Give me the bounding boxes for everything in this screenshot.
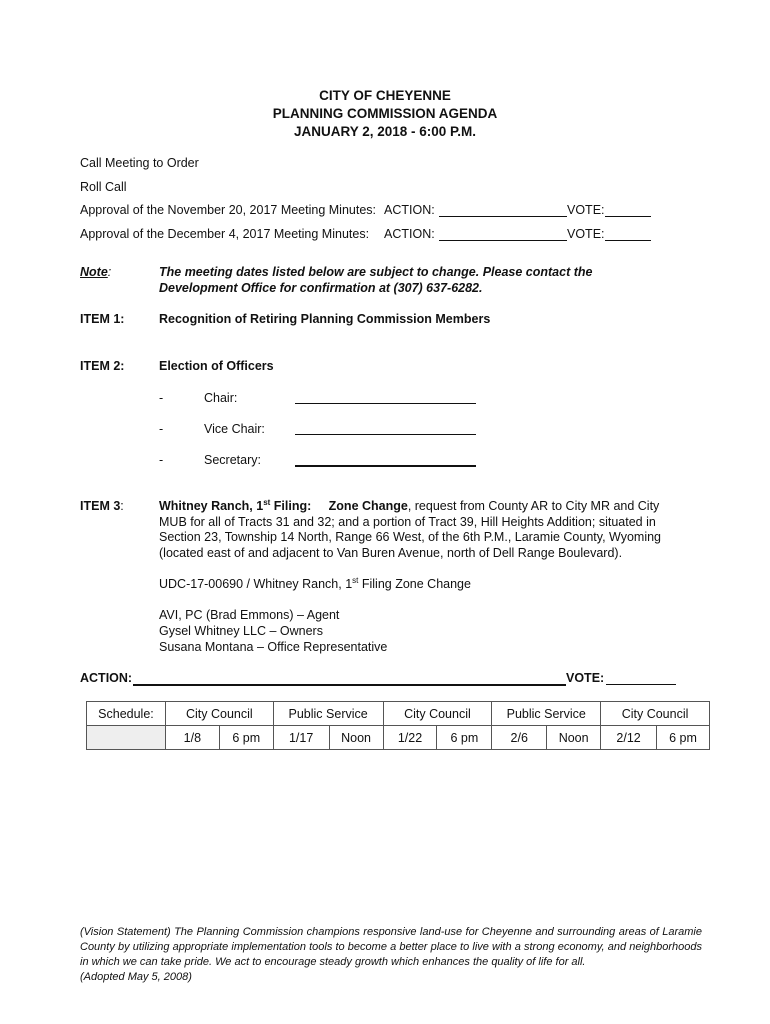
item2-label: ITEM 2:: [80, 359, 125, 373]
schedule-empty-cell: [87, 726, 166, 750]
approval-dec-vote-label: VOTE:: [567, 227, 605, 241]
item3-udc-reference: [159, 577, 471, 591]
note-line-2: Development Office for confirmation at (307) 637-6282.: [159, 281, 483, 295]
item3-udc-sup: st: [352, 575, 359, 585]
roll-call: Roll Call: [80, 180, 127, 194]
schedule-header-cell: City Council: [601, 702, 710, 726]
item3-contact-agent: AVI, PC (Brad Emmons) – Agent: [159, 608, 340, 622]
officer-secretary-line: [295, 465, 476, 467]
item3-colon: :: [120, 499, 124, 513]
schedule-header-cell: City Council: [383, 702, 492, 726]
action-line: [133, 684, 566, 686]
schedule-header-cell: City Council: [165, 702, 273, 726]
officer-vice-chair-label: Vice Chair:: [204, 422, 265, 436]
schedule-time-cell: 6 pm: [219, 726, 273, 750]
item3-udc-a: UDC-17-00690 / Whitney Ranch, 1: [159, 577, 353, 591]
schedule-time-cell: 6 pm: [437, 726, 492, 750]
officer-vice-chair-line: [295, 434, 476, 435]
approval-nov-vote-label: VOTE:: [567, 203, 605, 217]
item3-contact-office-rep: Susana Montana – Office Representative: [159, 640, 388, 654]
officer-chair-line: [295, 403, 476, 404]
action-label: ACTION:: [80, 671, 133, 685]
note-line-1: The meeting dates listed below are subject to change. Please contact the: [159, 265, 593, 279]
agenda-commission-title: PLANNING COMMISSION AGENDA: [272, 106, 498, 121]
approval-dec-minutes: Approval of the December 4, 2017 Meeting Minutes:: [80, 227, 370, 241]
item3-contact-owners: Gysel Whitney LLC – Owners: [159, 624, 323, 638]
agenda-city-title: CITY OF CHEYENNE: [319, 88, 451, 103]
schedule-table: [86, 701, 710, 750]
note-label-wrap: [80, 265, 111, 279]
approval-dec-vote-line: [605, 240, 651, 241]
item3-title-sup: st: [263, 497, 271, 507]
schedule-time-cell: 6 pm: [657, 726, 710, 750]
note-colon: :: [107, 265, 112, 279]
approval-nov-vote-line: [605, 216, 651, 217]
item3-title-b: Filing:: [270, 499, 312, 513]
schedule-date-cell: 1/17: [273, 726, 329, 750]
officer-dash: -: [159, 422, 164, 436]
officer-dash: -: [159, 453, 164, 467]
item1-label: ITEM 1:: [80, 312, 125, 326]
vision-statement: [80, 925, 702, 985]
vision-adopted-date: (Adopted May 5, 2008): [80, 971, 192, 983]
item3-title-a: Whitney Ranch, 1: [159, 499, 264, 513]
approval-dec-action-line: [439, 240, 567, 241]
schedule-header-cell: Public Service: [492, 702, 601, 726]
approval-nov-minutes: Approval of the November 20, 2017 Meeting Minutes:: [80, 203, 377, 217]
call-to-order: Call Meeting to Order: [80, 156, 199, 170]
item3-description: [159, 499, 679, 561]
schedule-date-cell: 1/8: [165, 726, 219, 750]
item2-title: Election of Officers: [159, 359, 274, 373]
vision-text: (Vision Statement) The Planning Commission champions responsive land-use for Cheyenne and surrounding areas of Laramie County by utilizing appropriate implementation tools to become a better place to live with a strong economy, and neighborhoods in which we can take pride. We act to encourage steady growth which enhances the quality of life for all.: [80, 926, 702, 968]
agenda-date-title: JANUARY 2, 2018 - 6:00 P.M.: [293, 124, 477, 139]
officer-chair-label: Chair:: [204, 391, 238, 405]
schedule-time-cell: Noon: [329, 726, 383, 750]
vote-line: [606, 684, 676, 685]
schedule-date-cell: 2/12: [601, 726, 657, 750]
schedule-header-row: [87, 702, 710, 726]
approval-nov-action-line: [439, 216, 567, 217]
note-label: Note: [80, 265, 108, 279]
schedule-time-cell: Noon: [547, 726, 601, 750]
officer-secretary-label: Secretary:: [204, 453, 261, 467]
item3-label-wrap: [80, 499, 124, 513]
item3-udc-b: Filing Zone Change: [358, 577, 471, 591]
schedule-label-cell: Schedule:: [87, 702, 166, 726]
approval-nov-action-label: ACTION:: [384, 203, 435, 217]
vote-label: VOTE:: [566, 671, 605, 685]
officer-dash: -: [159, 391, 164, 405]
item1-title: Recognition of Retiring Planning Commission Members: [159, 312, 491, 326]
item3-label: ITEM 3: [80, 499, 121, 513]
item3-desc-text: , request from County AR to City MR and City MUB for all of Tracts 31 and 32; and a portion of Tract 39, Hill Heights Addition; situated in Section 23, Township 14 North, Range 66 West, of the 6th P.M., Laramie County, Wyoming (located east of and adjacent to Van Buren Avenue, north of Dell Range Boulevard).: [159, 499, 662, 560]
schedule-date-row: [87, 726, 710, 750]
item3-zone-change: Zone Change: [328, 499, 408, 513]
schedule-date-cell: 2/6: [492, 726, 547, 750]
schedule-header-cell: Public Service: [273, 702, 383, 726]
schedule-date-cell: 1/22: [383, 726, 437, 750]
approval-dec-action-label: ACTION:: [384, 227, 435, 241]
